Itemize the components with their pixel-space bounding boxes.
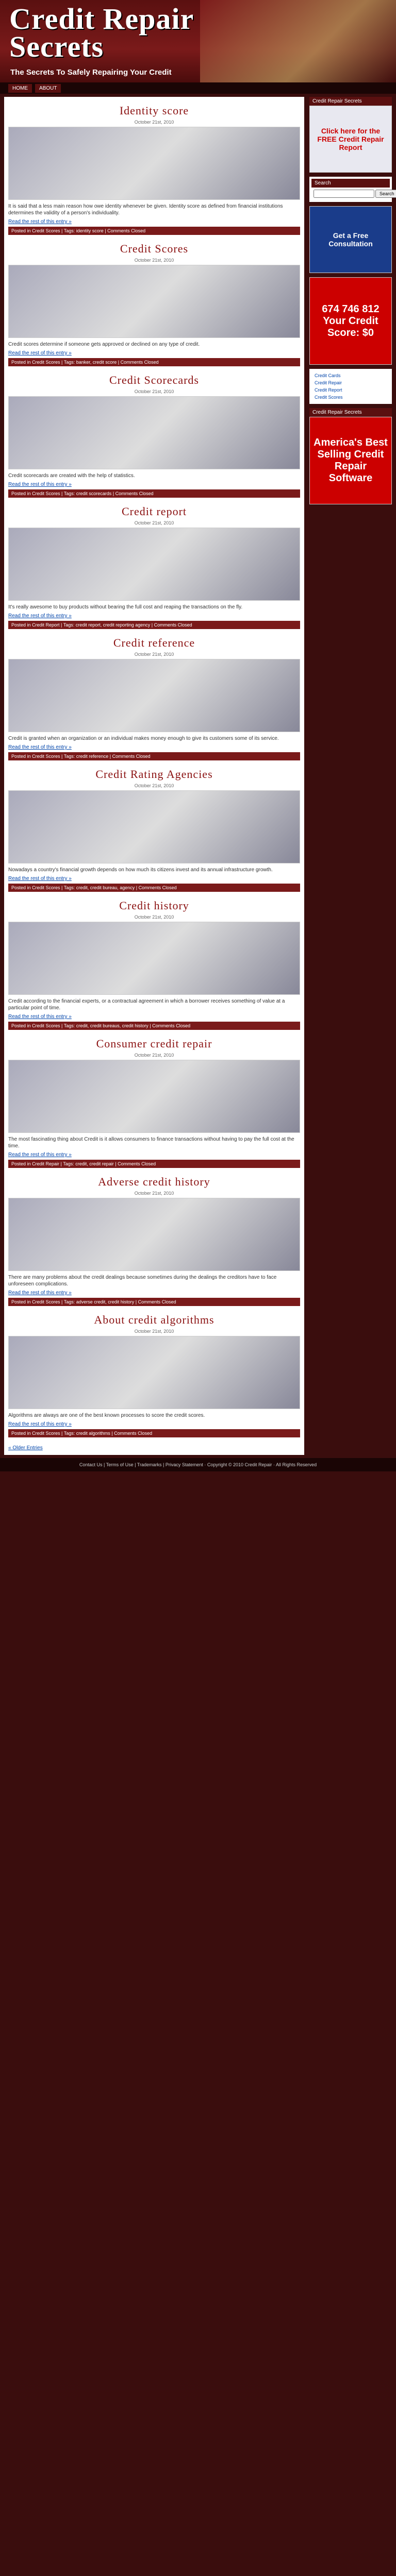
post-text: There are many problems about the credit dealings because sometimes during the dealings the creditors have to face unforeseen complications.	[8, 1275, 277, 1287]
software-ad[interactable]: America's Best Selling Credit Repair Software	[309, 417, 392, 504]
category-list	[311, 371, 390, 402]
post-text: Credit scores determine if someone gets approved or declined on any type of credit.	[8, 342, 200, 347]
post-date: October 21st, 2010	[134, 258, 174, 263]
post-title[interactable]: Adverse credit history	[98, 1175, 210, 1188]
post-footer: Posted in Credit Scores | Tags: identity score | Comments Closed	[8, 227, 300, 235]
post-footer: Posted in Credit Scores | Tags: credit scorecards | Comments Closed	[8, 489, 300, 498]
site-title[interactable]: Credit Repair Secrets	[9, 2, 194, 63]
post-footer: Posted in Credit Scores | Tags: credit algorithms | Comments Closed	[8, 1429, 300, 1437]
read-more-link[interactable]: Read the rest of this entry »	[8, 1290, 72, 1296]
search-label: Search	[311, 179, 390, 188]
post-image	[8, 1198, 300, 1271]
post-date: October 21st, 2010	[134, 1053, 174, 1058]
post-date: October 21st, 2010	[134, 1329, 174, 1334]
post-footer: Posted in Credit Scores | Tags: credit, credit bureau, agency | Comments Closed	[8, 884, 300, 892]
post	[8, 242, 300, 366]
post-image	[8, 659, 300, 732]
site-header	[0, 0, 396, 82]
free-report-ad[interactable]: Click here for the FREE Credit Repair Report	[309, 106, 392, 173]
post-footer: Posted in Credit Scores | Tags: banker, credit score | Comments Closed	[8, 358, 300, 366]
sidebar	[309, 97, 392, 1455]
post-date: October 21st, 2010	[134, 520, 174, 526]
read-more-link[interactable]: Read the rest of this entry »	[8, 744, 72, 750]
post	[8, 1037, 300, 1168]
main-content	[4, 97, 304, 1455]
post-footer: Posted in Credit Scores | Tags: credit reference | Comments Closed	[8, 752, 300, 760]
read-more-link[interactable]: Read the rest of this entry »	[8, 1014, 72, 1020]
post-title[interactable]: Credit Scorecards	[109, 374, 199, 386]
post-date: October 21st, 2010	[134, 1191, 174, 1196]
tags-head: Credit Repair Secrets	[309, 408, 392, 417]
nav-about[interactable]: ABOUT	[35, 84, 61, 93]
footer: Contact Us | Terms of Use | Trademarks | Privacy Statement · Copyright © 2010 Credit Repair · All Rights Reserved	[0, 1458, 396, 1471]
post	[8, 636, 300, 760]
post	[8, 505, 300, 629]
read-more-link[interactable]: Read the rest of this entry »	[8, 219, 72, 225]
read-more-link[interactable]: Read the rest of this entry »	[8, 876, 72, 882]
post-title[interactable]: Credit reference	[113, 636, 195, 649]
read-more-link[interactable]: Read the rest of this entry »	[8, 1152, 72, 1158]
post-text: Credit scorecards are created with the help of statistics.	[8, 473, 135, 479]
category-item[interactable]: Credit Repair	[315, 380, 342, 385]
sidebar-head: Credit Repair Secrets	[309, 97, 392, 106]
post-image	[8, 265, 300, 338]
credit-score-ad[interactable]: 674 746 812 Your Credit Score: $0	[309, 277, 392, 365]
site-tagline: The Secrets To Safely Repairing Your Credit	[10, 68, 172, 77]
consultation-ad[interactable]: Get a Free Consultation	[309, 206, 392, 273]
post-title[interactable]: Credit report	[121, 505, 187, 518]
post-footer: Posted in Credit Report | Tags: credit report, credit reporting agency | Comments Closed	[8, 621, 300, 629]
post-text: Credit according to the financial experts, or a contractual agreement in which a borrower receives something of value at a particular point of time.	[8, 998, 285, 1011]
post-title[interactable]: Identity score	[119, 104, 189, 117]
post-image	[8, 1336, 300, 1409]
post	[8, 768, 300, 892]
post	[8, 374, 300, 498]
top-nav	[0, 82, 396, 94]
post-date: October 21st, 2010	[134, 914, 174, 920]
post-text: Nowadays a country's financial growth depends on how much its citizens invest and its annual infrastructure growth.	[8, 867, 273, 873]
post	[8, 899, 300, 1030]
post-title[interactable]: Credit history	[119, 899, 189, 912]
post	[8, 1313, 300, 1437]
search-input[interactable]	[314, 190, 374, 198]
post-date: October 21st, 2010	[134, 120, 174, 125]
post-image	[8, 528, 300, 601]
post-footer: Posted in Credit Scores | Tags: adverse credit, credit history | Comments Closed	[8, 1298, 300, 1306]
post-image	[8, 1060, 300, 1133]
post-date: October 21st, 2010	[134, 389, 174, 394]
read-more-link[interactable]: Read the rest of this entry »	[8, 350, 72, 356]
post-title[interactable]: About credit algorithms	[94, 1313, 214, 1326]
post	[8, 104, 300, 235]
post-image	[8, 127, 300, 200]
header-art	[200, 0, 396, 82]
post-title[interactable]: Consumer credit repair	[96, 1037, 212, 1050]
post-date: October 21st, 2010	[134, 652, 174, 657]
post-image	[8, 396, 300, 469]
read-more-link[interactable]: Read the rest of this entry »	[8, 1421, 72, 1427]
nav-home[interactable]: HOME	[8, 84, 32, 93]
post-text: The most fascinating thing about Credit is it allows consumers to finance transactions without having to pay the full cost at the time.	[8, 1137, 294, 1149]
post-footer: Posted in Credit Repair | Tags: credit, credit repair | Comments Closed	[8, 1160, 300, 1168]
post-text: Algorithms are always are one of the best known processes to score the credit scores.	[8, 1413, 205, 1418]
category-item[interactable]: Credit Cards	[315, 373, 341, 378]
post-image	[8, 922, 300, 995]
older-entries-link[interactable]: « Older Entries	[8, 1445, 43, 1451]
read-more-link[interactable]: Read the rest of this entry »	[8, 482, 72, 487]
category-item[interactable]: Credit Report	[315, 387, 342, 393]
post-title[interactable]: Credit Rating Agencies	[95, 768, 213, 781]
post-footer: Posted in Credit Scores | Tags: credit, credit bureaus, credit history | Comments Closed	[8, 1022, 300, 1030]
post-text: Credit is granted when an organization or an individual makes money enough to give its customers some of its service.	[8, 736, 279, 741]
read-more-link[interactable]: Read the rest of this entry »	[8, 613, 72, 619]
post-image	[8, 790, 300, 863]
post-text: It's really awesome to buy products without bearing the full cost and reaping the transactions on the fly.	[8, 604, 243, 610]
post-date: October 21st, 2010	[134, 783, 174, 788]
post-title[interactable]: Credit Scores	[120, 242, 189, 255]
post-text: It is said that a less main reason how owe identity whenever be given. Identity score as defined from financial institutions determines the validity of a person's individuality.	[8, 204, 283, 216]
search-button[interactable]: Search	[375, 190, 396, 198]
category-item[interactable]: Credit Scores	[315, 395, 343, 400]
post	[8, 1175, 300, 1306]
